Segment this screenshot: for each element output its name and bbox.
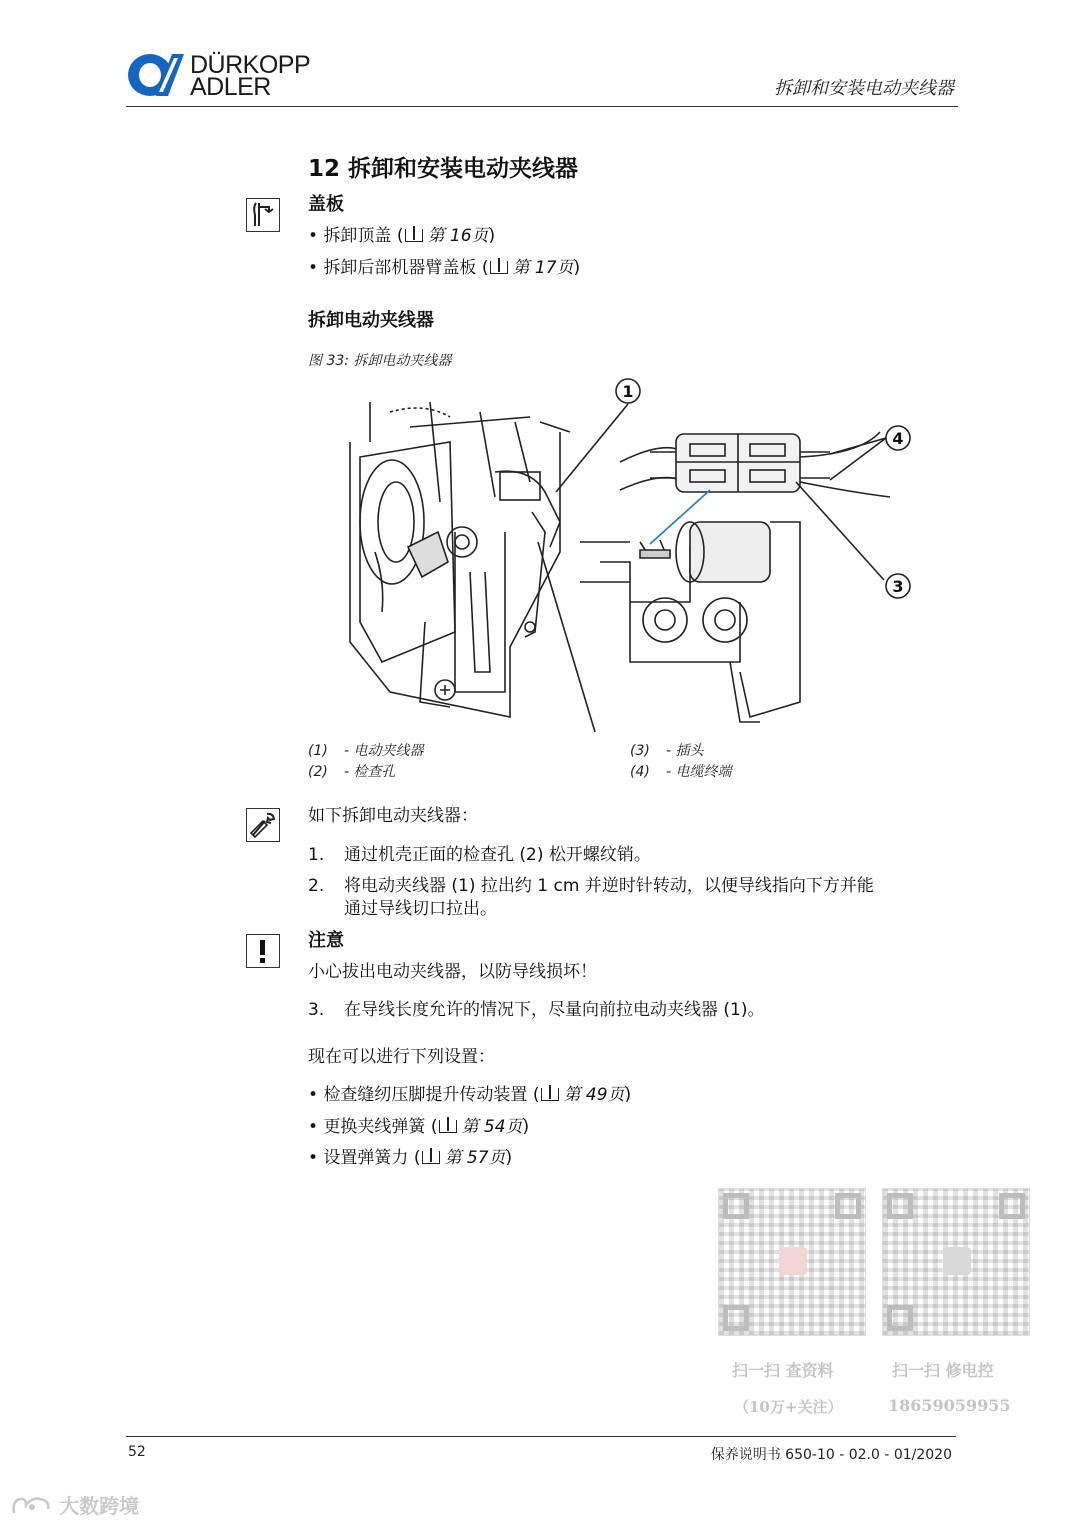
qr-code-left xyxy=(718,1188,866,1336)
legend-text: - 插头 xyxy=(666,743,704,759)
figure-caption: 图 33: 拆卸电动夹线器 xyxy=(308,353,452,369)
cover-icon xyxy=(246,198,280,232)
list-item-text: 更换夹线弹簧 ( xyxy=(323,1117,438,1137)
list-item-text: 设置弹簧力 ( xyxy=(323,1148,421,1168)
book-icon xyxy=(439,1120,457,1133)
legend-item xyxy=(308,740,424,760)
step-number: 2. xyxy=(308,876,325,896)
subsection-title: 拆卸电动夹线器 xyxy=(308,310,434,331)
callout-1: 1 xyxy=(622,382,634,401)
callout-4: 4 xyxy=(892,429,904,448)
cover-title: 盖板 xyxy=(308,194,344,215)
list-item-text: 拆卸顶盖 ( xyxy=(323,226,404,246)
legend-item xyxy=(308,761,396,781)
step-item xyxy=(308,995,764,1020)
legend-item xyxy=(630,761,732,781)
watermark-sub-right: 18659059955 xyxy=(888,1396,1011,1415)
legend-item xyxy=(630,740,704,760)
step-item xyxy=(308,840,651,865)
list-item-text: 拆卸后部机器臂盖板 ( xyxy=(323,258,489,278)
book-icon xyxy=(422,1151,440,1164)
header-title: 拆卸和安装电动夹线器 xyxy=(774,78,954,99)
procedure-intro: 如下拆卸电动夹线器： xyxy=(308,806,478,826)
legend-number: (2) xyxy=(308,764,328,780)
list-item-close: ) xyxy=(624,1085,632,1105)
step-text-continued: 通过导线切口拉出。 xyxy=(344,899,497,919)
step-item xyxy=(308,871,874,896)
page-reference-link[interactable]: 第 17页 xyxy=(512,258,574,278)
note-text: 小心拔出电动夹线器，以防导线损坏！ xyxy=(308,962,597,982)
list-item-close: ) xyxy=(505,1148,513,1168)
qr-logo-icon xyxy=(943,1247,971,1275)
page-reference-link[interactable]: 第 57页 xyxy=(444,1148,506,1168)
page-title: 12 拆卸和安装电动夹线器 xyxy=(308,156,579,182)
warning-icon xyxy=(246,934,280,968)
list-item-text: 检查缝纫压脚提升传动装置 ( xyxy=(323,1085,540,1105)
step-number: 3. xyxy=(308,1000,325,1020)
callout-3: 3 xyxy=(892,577,904,596)
settings-intro: 现在可以进行下列设置： xyxy=(308,1047,495,1067)
page-reference-link[interactable]: 第 49页 xyxy=(563,1085,625,1105)
legend-text: - 检查孔 xyxy=(344,764,396,780)
brand-logo-icon xyxy=(126,52,186,98)
watermark-sub-left: （10万+关注） xyxy=(734,1398,843,1416)
qr-logo-icon xyxy=(779,1247,807,1275)
tension-device-figure xyxy=(330,372,950,738)
page-number: 52 xyxy=(128,1444,146,1460)
legend-number: (4) xyxy=(630,764,650,780)
list-item-close: ) xyxy=(573,258,581,278)
list-item-close: ) xyxy=(522,1117,530,1137)
step-text: 在导线长度允许的情况下，尽量向前拉电动夹线器 (1)。 xyxy=(344,1000,765,1020)
qr-code-right xyxy=(882,1188,1030,1336)
book-icon xyxy=(405,229,423,242)
watermark-brand-text: 大数跨境 xyxy=(59,1494,140,1518)
note-title: 注意 xyxy=(308,930,344,951)
wrench-icon xyxy=(246,808,280,842)
list-item: • 更换夹线弹簧 ( 第 54页) xyxy=(308,1117,530,1137)
footer-divider xyxy=(126,1436,956,1437)
watermark-label-right: 扫一扫 修电控 xyxy=(892,1361,994,1380)
watermark-brand xyxy=(10,1490,139,1516)
legend-text: - 电缆终端 xyxy=(666,764,732,780)
list-item: • 拆卸后部机器臂盖板 ( 第 17页) xyxy=(308,258,581,278)
brand-name-line1: DÜRKOPP xyxy=(190,51,311,79)
book-icon xyxy=(541,1088,559,1101)
step-number: 1. xyxy=(308,845,325,865)
list-item: • 设置弹簧力 ( 第 57页) xyxy=(308,1148,513,1168)
legend-number: (3) xyxy=(630,743,650,759)
watermark-label-left: 扫一扫 查资料 xyxy=(732,1361,834,1380)
page-reference-link[interactable]: 第 16页 xyxy=(427,226,489,246)
book-icon xyxy=(490,261,508,274)
brand-name-line2: ADLER xyxy=(190,73,271,101)
brand-logo xyxy=(126,52,326,100)
header-divider xyxy=(126,106,958,107)
step-text: 将电动夹线器 (1) 拉出约 1 cm 并逆时针转动，以便导线指向下方并能 xyxy=(344,876,874,896)
list-item: • 检查缝纫压脚提升传动装置 ( 第 49页) xyxy=(308,1085,632,1105)
legend-text: - 电动夹线器 xyxy=(344,743,424,759)
page-reference-link[interactable]: 第 54页 xyxy=(461,1117,523,1137)
list-item-close: ) xyxy=(488,226,496,246)
legend-number: (1) xyxy=(308,743,328,759)
document-id: 保养说明书 650-10 - 02.0 - 01/2020 xyxy=(710,1447,952,1463)
list-item: • 拆卸顶盖 ( 第 16页) xyxy=(308,226,496,246)
watermark-brand-icon xyxy=(10,1493,54,1517)
step-text: 通过机壳正面的检查孔 (2) 松开螺纹销。 xyxy=(344,845,651,865)
